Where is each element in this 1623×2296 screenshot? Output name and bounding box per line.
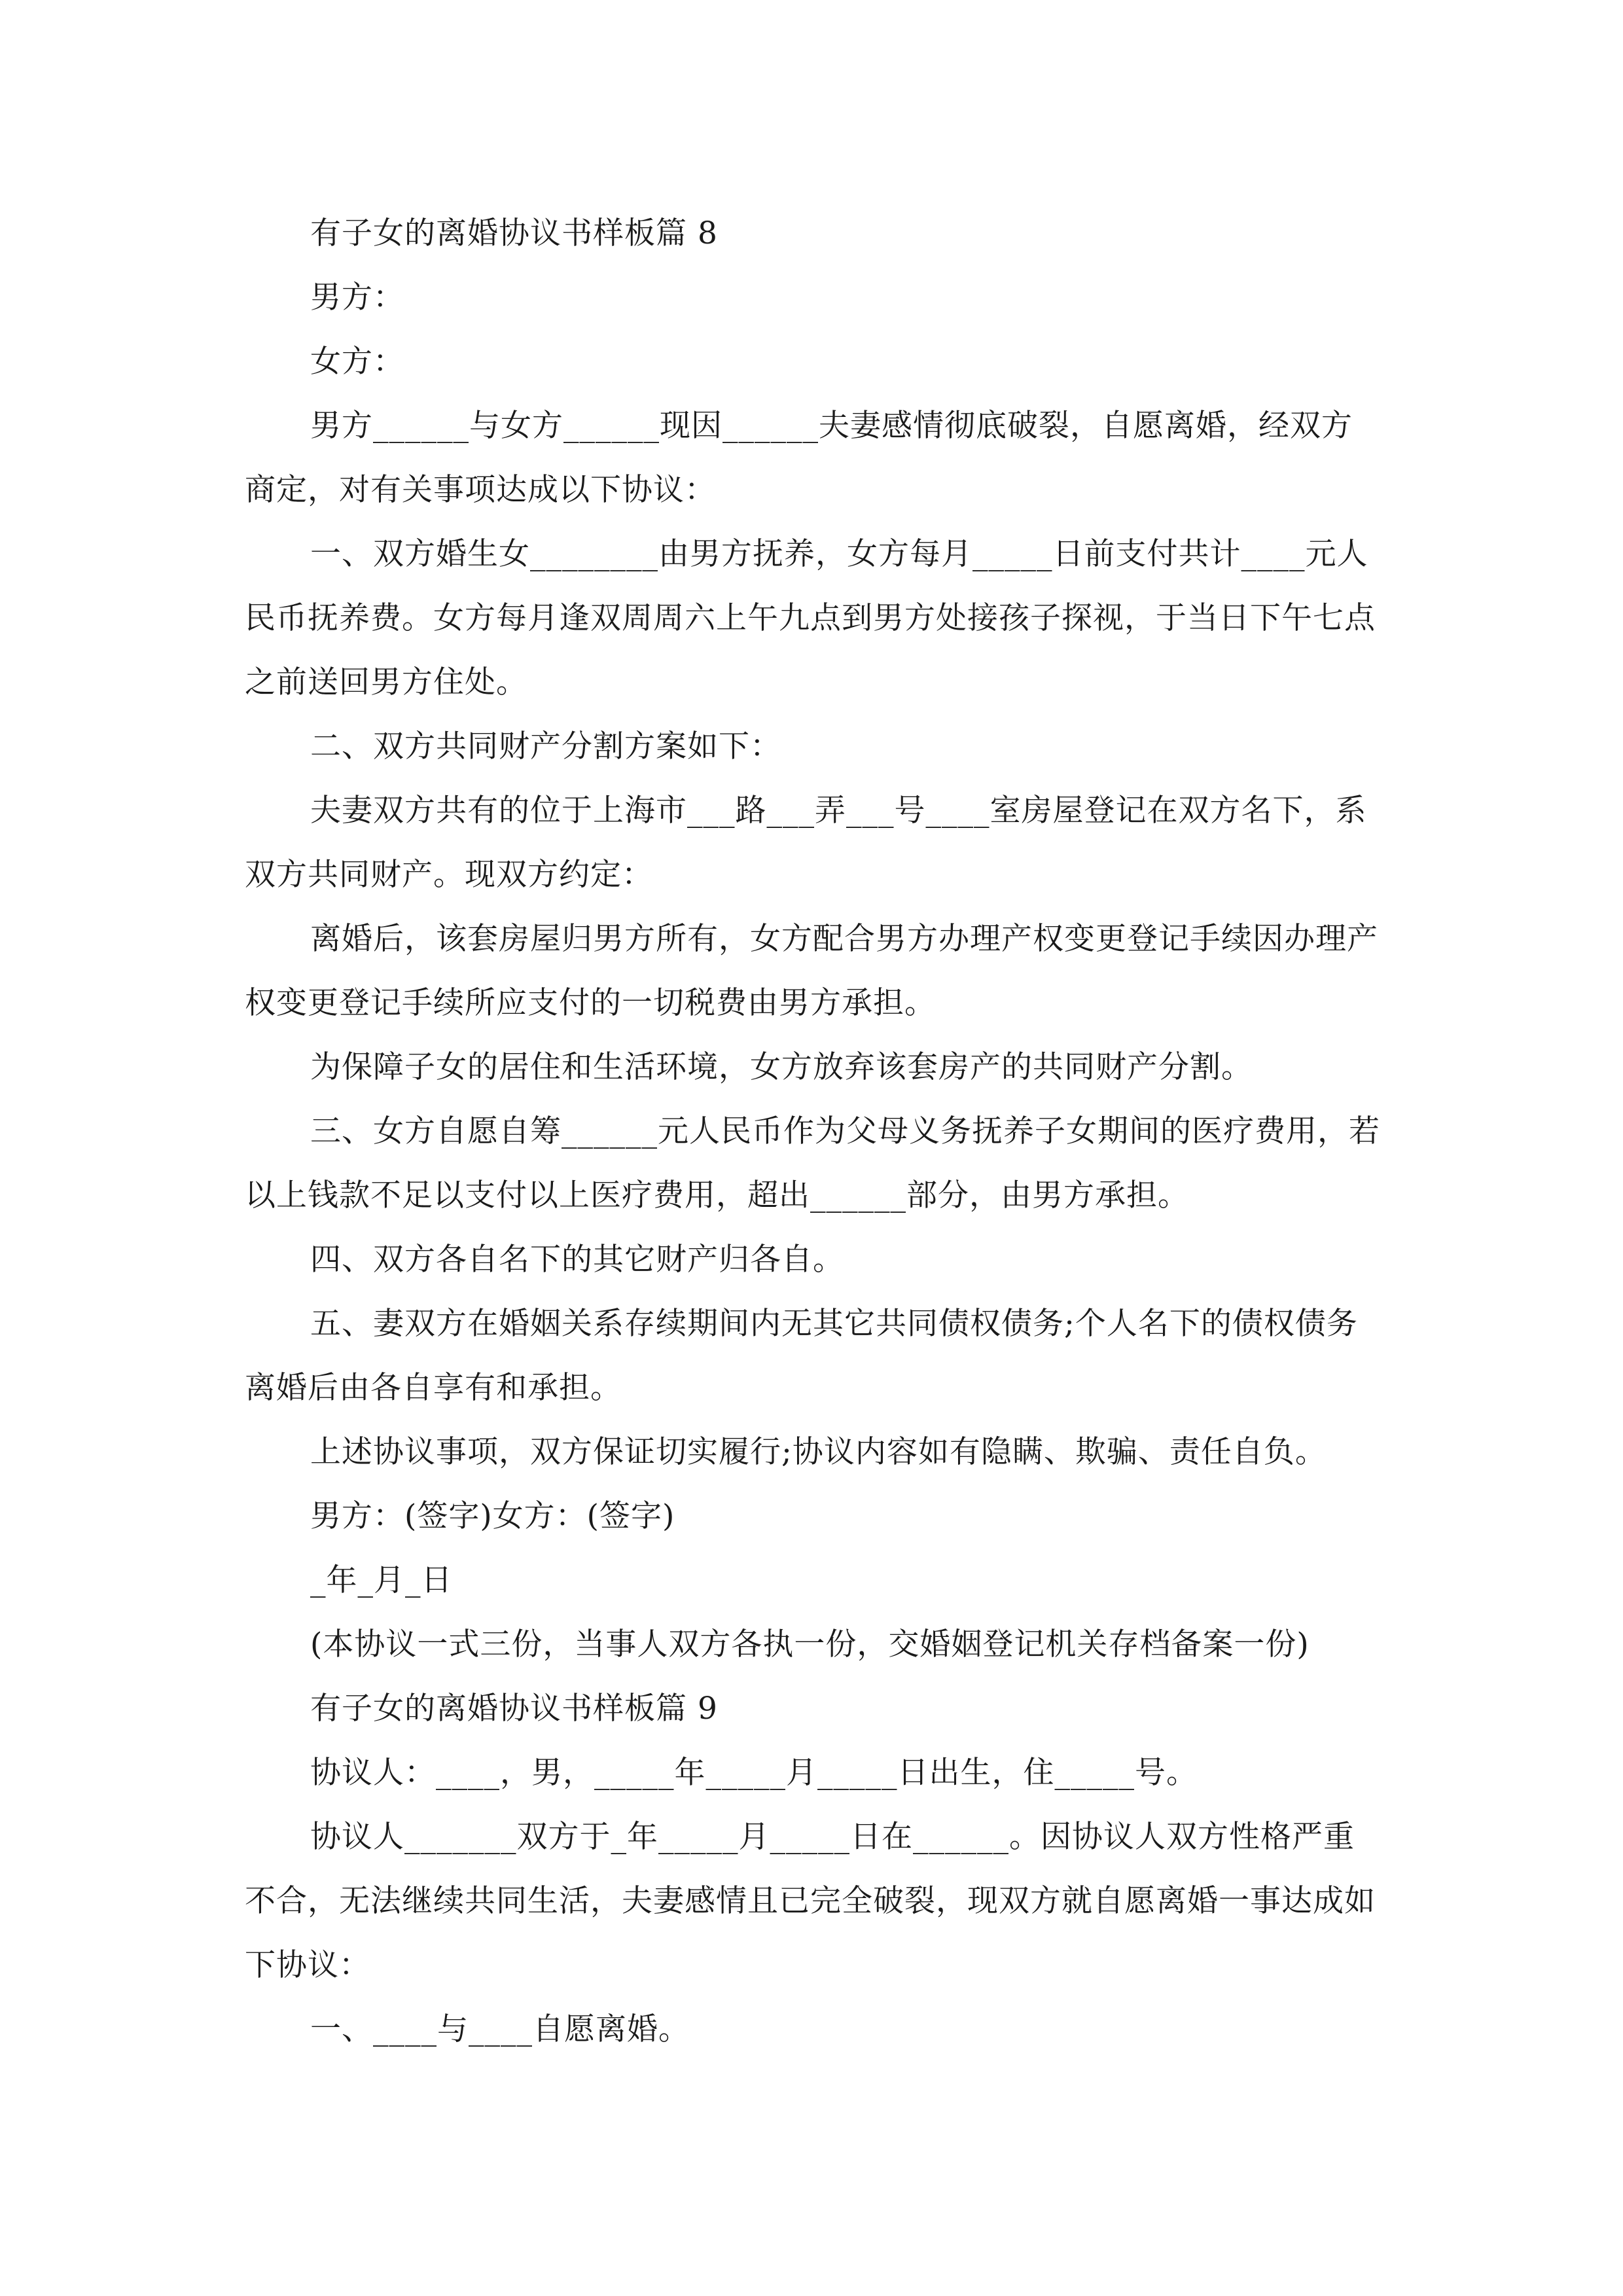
- signature-line: 男方：(签字)女方：(签字): [310, 1498, 675, 1534]
- copies-note: (本协议一式三份，当事人双方各执一份，交婚姻登记机关存档备案一份): [310, 1626, 1310, 1662]
- agreement-intro-9: 协议人_______双方于_年_____月_____日在______。因协议人双方性格严重不合，无法继续共同生活，夫妻感情且已完全破裂，现双方就自愿离婚一事达成如下协议：: [245, 1819, 1376, 1983]
- clause-1-divorce: 一、____与____自愿离婚。: [310, 2011, 690, 2047]
- party-info-line: 协议人：____，男，_____年_____月_____日出生，住_____号。: [310, 1755, 1198, 1791]
- section-title-9: 有子女的离婚协议书样板篇 9: [310, 1691, 718, 1727]
- clause-4-other-property: 四、双方各自名下的其它财产归各自。: [310, 1242, 844, 1278]
- clause-3-medical: 三、女方自愿自筹______元人民币作为父母义务抚养子女期间的医疗费用，若以上钱款不足以支付以上医疗费用，超出______部分，由男方承担。: [245, 1113, 1380, 1213]
- clause-5-debts: 五、妻双方在婚姻关系存续期间内无其它共同债权债务;个人名下的债权债务离婚后由各自享有和承担。: [245, 1306, 1358, 1406]
- male-party-line: 男方：: [310, 279, 404, 315]
- guarantee-statement: 上述协议事项，双方保证切实履行;协议内容如有隐瞒、欺骗、责任自负。: [310, 1434, 1327, 1470]
- clause-1-custody: 一、双方婚生女________由男方抚养，女方每月_____日前支付共计____元人民币抚养费。女方每月逢双周周六上午九点到男方处接孩子探视，于当日下午七点之前送回男方住处。: [245, 536, 1376, 700]
- clause-2-waiver: 为保障子女的居住和生活环境，女方放弃该套房产的共同财产分割。: [310, 1049, 1253, 1085]
- section-title-8: 有子女的离婚协议书样板篇 8: [310, 215, 718, 251]
- agreement-intro: 男方______与女方______现因______夫妻感情彻底破裂，自愿离婚，经双方商定，对有关事项达成以下协议：: [245, 408, 1353, 508]
- clause-2-heading: 二、双方共同财产分割方案如下：: [310, 728, 781, 764]
- date-line: _年_月_日: [310, 1562, 453, 1598]
- clause-2-property: 夫妻双方共有的位于上海市___路___弄___号____室房屋登记在双方名下，系双方共同财产。现双方约定：: [245, 793, 1367, 893]
- clause-2-after-divorce: 离婚后，该套房屋归男方所有，女方配合男方办理产权变更登记手续因办理产权变更登记手续所应支付的一切税费由男方承担。: [245, 921, 1378, 1021]
- document-body: [245, 202, 1380, 2062]
- female-party-line: 女方：: [310, 344, 404, 380]
